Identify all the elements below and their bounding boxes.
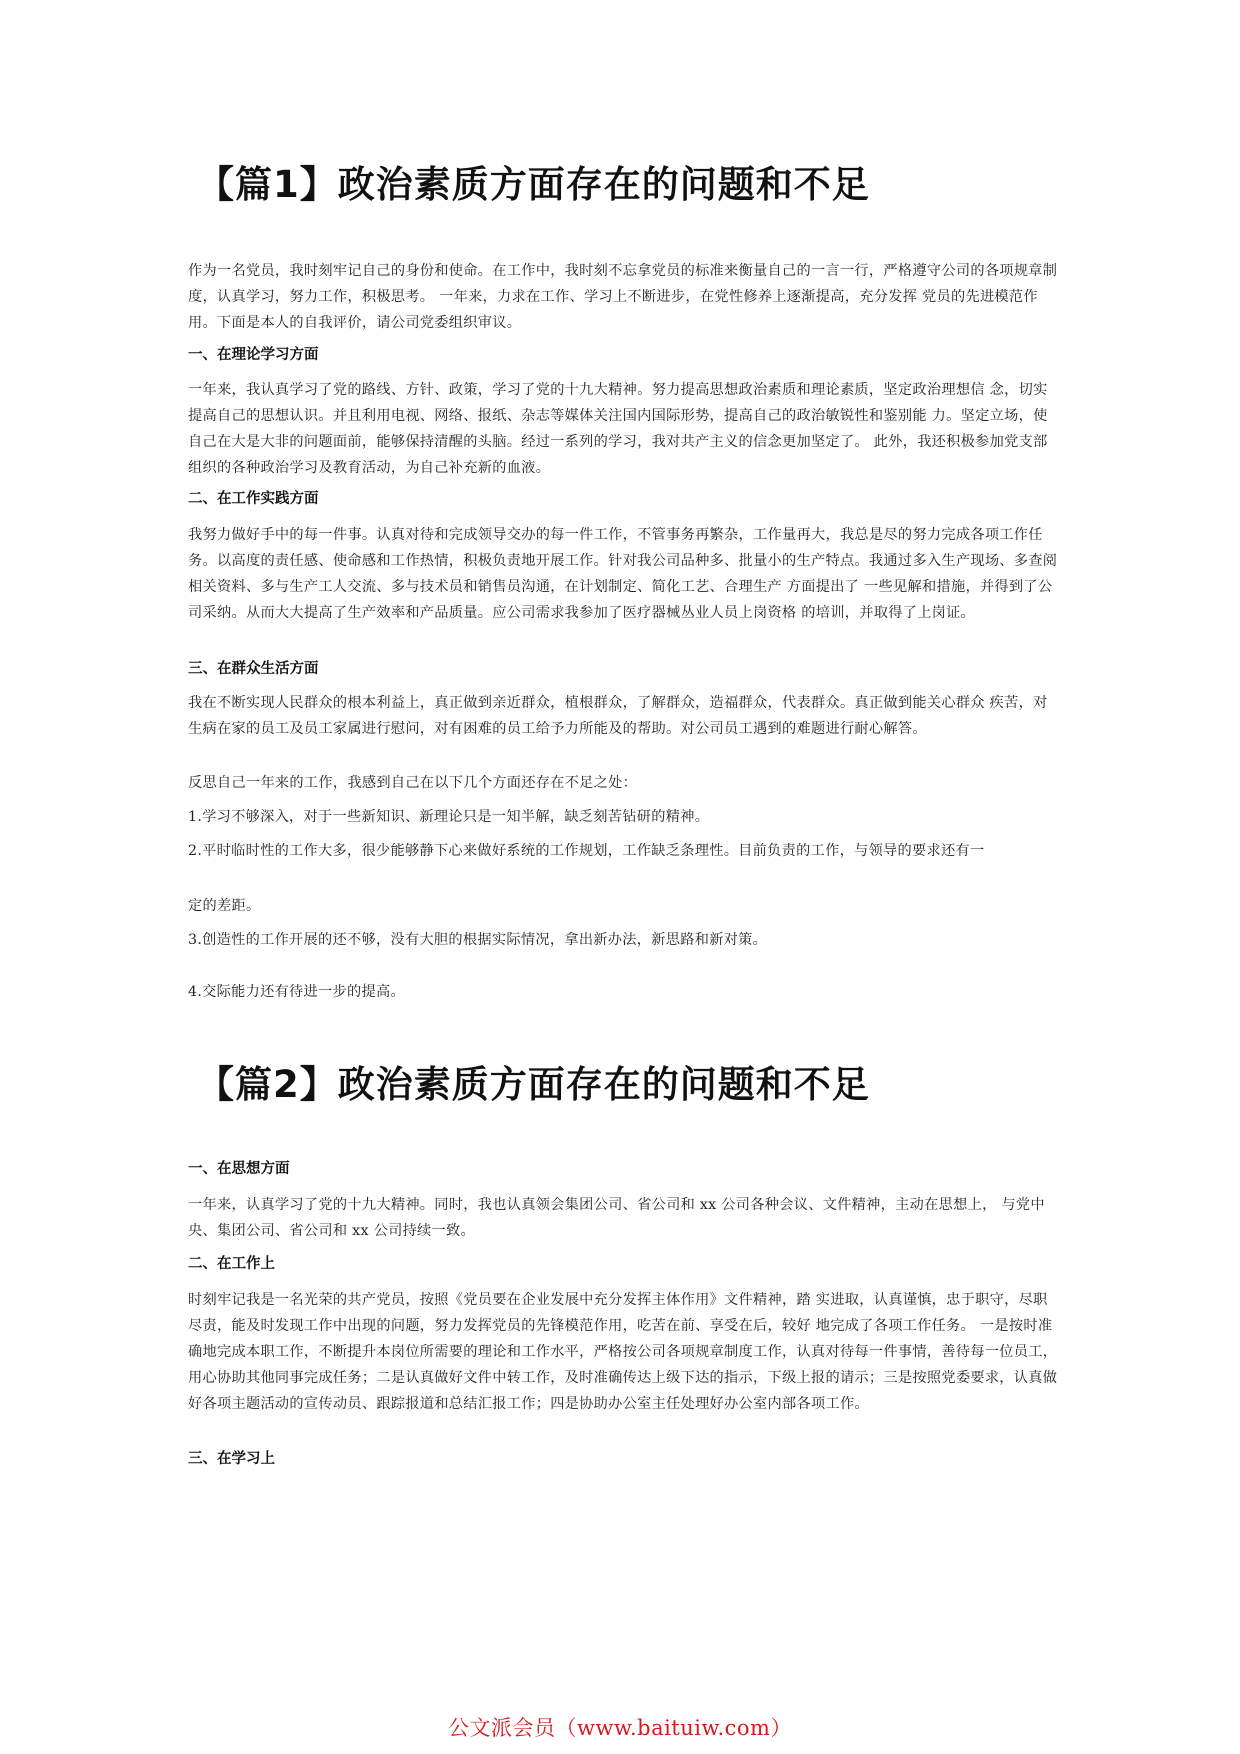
article2-para-2-block [188, 1287, 1058, 1417]
article1-item-3-block [188, 927, 1058, 953]
article1-item-2b: 定的差距。 [188, 898, 261, 914]
footer-watermark-link[interactable]: 公文派会员（www.baituiw.com） [448, 1716, 792, 1740]
article2-heading-3: 三、在学习上 [188, 1451, 275, 1467]
article1-reflect-block [188, 770, 1058, 796]
article1-heading-3: 三、在群众生活方面 [188, 661, 319, 677]
article1-para-2-block [188, 522, 1058, 626]
article1-item-1: 1.学习不够深入，对于一些新知识、新理论只是一知半解，缺乏刻苦钻研的精神。 [188, 809, 710, 825]
article2-heading-1-block [188, 1158, 1058, 1180]
article1-item-4: 4.交际能力还有待进一步的提高。 [188, 984, 405, 1000]
article1-intro: 作为一名党员，我时刻牢记自己的身份和使命。在工作中，我时刻不忘拿党员的标准来衡量自己的一言一行，严格遵守公司的各项规章制度，认真学习，努力工作，积极思考。 一年来，力求在工作、学习上不断进步，在党性修养上逐渐提高，充分发挥 党员的先进模范作用。下面是本人的自我评价，请公司党委组织审议。 [188, 263, 1058, 331]
article1-para-1-block [188, 377, 1058, 481]
article1-title: 【篇1】政治素质方面存在的问题和不足 [197, 163, 870, 206]
article1-para-1: 一年来，我认真学习了党的路线、方针、政策，学习了党的十九大精神。努力提高思想政治素质和理论素质，坚定政治理想信 念，切实提高自己的思想认识。并且利用电视、网络、报纸、杂志等媒体关注国内国际形势，提高自己的政治敏锐性和鉴别能 力。坚定立场，使自己在大是大非的问题面前，能够保持清醒的头脑。经过一系列的学习，我对共产主义的信念更加坚定了。 此外，我还积极参加党支部组织的各种政治学习及教育活动，为自己补充新的血液。 [188, 382, 1048, 476]
article2-title: 【篇2】政治素质方面存在的问题和不足 [197, 1063, 870, 1106]
article1-item-3: 3.创造性的工作开展的还不够，没有大胆的根据实际情况，拿出新办法，新思路和新对策。 [188, 932, 768, 948]
article1-intro-block [188, 258, 1058, 336]
article1-heading-2: 二、在工作实践方面 [188, 491, 319, 507]
article1-para-3: 我在不断实现人民群众的根本利益上，真正做到亲近群众，植根群众，了解群众，造福群众，代表群众。真正做到能关心群众 疾苦，对生病在家的员工及员工家属进行慰问，对有困难的员工给予力所能及的帮助。对公司员工遇到的难题进行耐心解答。 [188, 695, 1048, 737]
article1-item-2-block [188, 838, 1058, 864]
article2-heading-2: 二、在工作上 [188, 1256, 275, 1272]
article1-item-4-block [188, 979, 1058, 1005]
article2-para-1-block [188, 1192, 1058, 1244]
article2-heading-3-block [188, 1448, 1058, 1470]
article1-reflect: 反思自己一年来的工作，我感到自己在以下几个方面还存在不足之处： [188, 775, 638, 791]
article1-item-2b-block [188, 893, 1058, 919]
article2-para-2: 时刻牢记我是一名光荣的共产党员，按照《党员要在企业发展中充分发挥主体作用》文件精神，踏 实进取，认真谨慎，忠于职守，尽职尽责，能及时发现工作中出现的问题，努力发挥党员的先锋模范作用，吃苦在前、享受在后，较好 地完成了各项工作任务。 一是按时准确地完成本职工作，不断提升本岗位所需要的理论和工作水平，严格按公司各项规章制度工作，认真对待每一件事情，善待每一位员工，用心协助其他同事完成任务；二是认真做好文件中转工作，及时准确传达上级下达的指示，下级上报的请示；三是按照党委要求，认真做好各项主题活动的宣传动员、跟踪报道和总结汇报工作；四是协助办公室主任处理好办公室内部各项工作。 [188, 1292, 1058, 1412]
article1-para-2: 我努力做好手中的每一件事。认真对待和完成领导交办的每一件工作，不管事务再繁杂，工作量再大，我总是尽的努力完成各项工作任务。以高度的责任感、使命感和工作热情，积极负责地开展工作。针对我公司品种多、批量小的生产特点。我通过多入生产现场、多查阅相关资料、多与生产工人交流、多与技术员和销售员沟通，在计划制定、简化工艺、合理生产 方面提出了 一些见解和措施，并得到了公司采纳。从而大大提高了生产效率和产品质量。应公司需求我参加了医疗器械丛业人员上岗资格 的培训，并取得了上岗证。 [188, 527, 1058, 621]
article2-para-1: 一年来，认真学习了党的十九大精神。同时，我也认真领会集团公司、省公司和 xx 公司各种会议、文件精神，主动在思想上， 与党中央、集团公司、省公司和 xx 公司持续一致。 [188, 1197, 1045, 1239]
article1-heading-2-block [188, 488, 1058, 510]
article1-heading-3-block [188, 658, 1058, 680]
article2-heading-2-block [188, 1253, 1058, 1275]
article1-item-2a: 2.平时临时性的工作大多，很少能够静下心来做好系统的工作规划，工作缺乏条理性。目前负责的工作，与领导的要求还有一 [188, 843, 985, 859]
article1-item-1-block [188, 804, 1058, 830]
article1-heading-1: 一、在理论学习方面 [188, 347, 319, 363]
article1-heading-1-block [188, 344, 1058, 366]
article1-para-3-block [188, 690, 1058, 742]
article2-heading-1: 一、在思想方面 [188, 1161, 290, 1177]
